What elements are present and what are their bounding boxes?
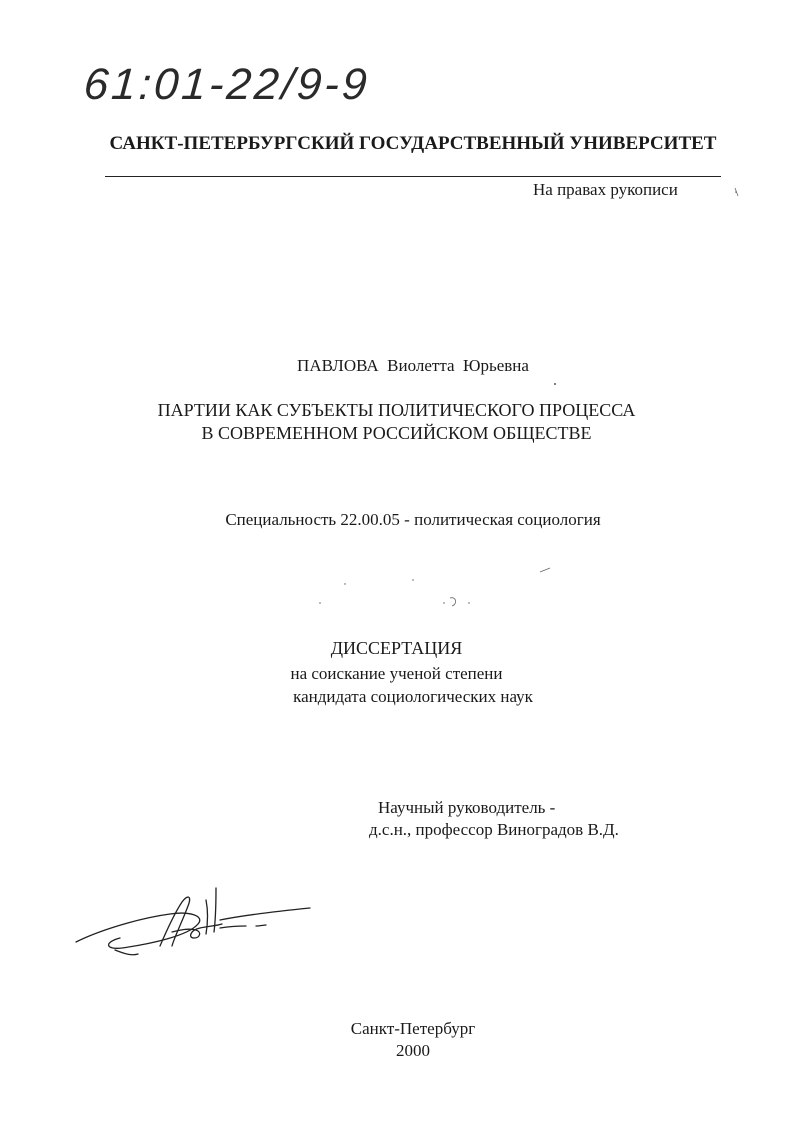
year: 2000 [396, 1041, 430, 1060]
specialty-line: Специальность 22.00.05 - политическая социология [225, 510, 601, 529]
archive-code-handwritten: 61:01-22/9-9 [82, 60, 372, 109]
manuscript-rights-note: На правах рукописи [533, 180, 678, 199]
dissertation-heading: ДИССЕРТАЦИЯ [330, 638, 463, 658]
supervisor-label: Научный руководитель - [378, 798, 556, 817]
supervisor-name: д.с.н., профессор Виноградов В.Д. [369, 820, 619, 839]
thesis-title-line-2: В СОВРЕМЕННОМ РОССИЙСКОМ ОБЩЕСТВЕ [201, 423, 592, 443]
university-heading: САНКТ-ПЕТЕРБУРГСКИЙ ГОСУДАРСТВЕННЫЙ УНИВЕРСИТЕТ [109, 133, 717, 154]
degree-line-1: на соискание ученой степени [290, 664, 503, 683]
degree-line-2: кандидата социологических наук [293, 687, 533, 706]
thesis-title-line-1: ПАРТИИ КАК СУБЪЕКТЫ ПОЛИТИЧЕСКОГО ПРОЦЕССА [157, 400, 636, 420]
author-name: ПАВЛОВА Виолетта Юрьевна [297, 356, 529, 375]
city: Санкт-Петербург [350, 1019, 476, 1038]
